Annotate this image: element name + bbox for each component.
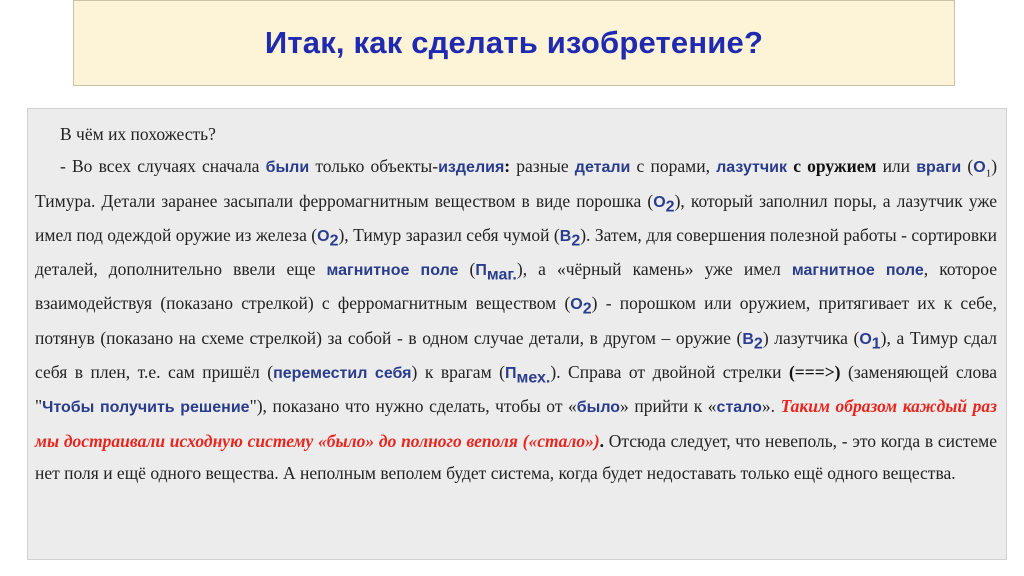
- text-run: ): [991, 156, 998, 177]
- symbol-subscript: маг.: [486, 266, 517, 284]
- text-run: ): [762, 327, 769, 348]
- symbol-subscript: мех.: [516, 369, 551, 387]
- term-bylo: было: [576, 399, 621, 417]
- text-panel: [27, 108, 1007, 560]
- symbol-o: О: [653, 193, 666, 211]
- text-run: Тимура. Детали заранее засыпали ферромагнитным веществом в виде порошка (: [35, 190, 654, 211]
- text-run: Отсюда следует, что невеполь, - это когда в системе нет поля и ещё одного вещества. А неполным веполем будет система, когда будет недоставать только ещё одного вещества.: [35, 430, 997, 483]
- colon-mark: :: [504, 156, 511, 177]
- symbol-o: О: [973, 159, 986, 177]
- text-run: ): [580, 224, 587, 245]
- text-run: . Затем, для совершения полезной работы - сортировки деталей, дополнительно ввели еще: [35, 224, 998, 280]
- symbol-subscript: 2: [665, 198, 675, 216]
- text-run: лазутчика (: [768, 327, 860, 348]
- text-run: или: [876, 156, 917, 177]
- text-run: (заменяющей слова ": [35, 362, 998, 417]
- text-run: » прийти к «: [620, 396, 717, 417]
- text-run: с порами,: [630, 156, 717, 177]
- term-vragi: враги: [916, 159, 962, 177]
- symbol-subscript: 2: [329, 232, 339, 250]
- text-run: "), показано что нужно сделать, чтобы от «: [249, 396, 577, 417]
- symbol-subscript: 2: [753, 335, 763, 353]
- text-run: разные: [510, 156, 575, 177]
- term-detali: детали: [574, 159, 631, 177]
- text-run: ): [516, 259, 523, 280]
- term-izdeliya: изделия: [438, 159, 505, 177]
- term-byli: были: [265, 159, 310, 177]
- text-run: только объекты-: [309, 156, 439, 177]
- symbol-v: В: [742, 330, 754, 348]
- text-run: ».: [761, 396, 781, 417]
- explanation-paragraph: [35, 150, 997, 489]
- text-run: (: [458, 259, 476, 280]
- text-run: (: [961, 156, 974, 177]
- symbol-subscript: 2: [571, 232, 581, 250]
- text-run: , Тимур заразил себя чумой (: [344, 224, 560, 245]
- term-peremestil-sebya: переместил себя: [273, 365, 412, 383]
- symbol-p: П: [504, 365, 517, 383]
- term-magnitnoe-pole: магнитное поле: [791, 262, 924, 280]
- symbol-p: П: [475, 262, 487, 280]
- term-s-oruzhiem: с оружием: [793, 156, 877, 177]
- slide-title: Итак, как сделать изобретение?: [264, 25, 764, 60]
- symbol-subscript: 1: [985, 167, 992, 180]
- text-run: . Справа от двойной стрелки: [556, 362, 789, 383]
- symbol-o: О: [317, 227, 330, 245]
- term-lazutchik: лазутчик: [716, 159, 788, 177]
- text-run: - Во всех случаях сначала: [60, 156, 266, 177]
- text-run: , который заполнил поры, а лазутчик уже имел под одеждой оружие из железа (: [35, 190, 997, 245]
- title-banner: [73, 0, 955, 86]
- text-run: ): [550, 362, 557, 383]
- symbol-o: О: [859, 330, 872, 348]
- text-run: , которое взаимодействуя (показано стрелкой) с ферромагнитным веществом (: [35, 259, 998, 314]
- conclusion-highlight: Таким образом каждый раз мы достраивали исходную систему «было» до полного веполя («стало»): [35, 396, 997, 451]
- term-chtoby-poluchit-reshenie: Чтобы получить решение: [42, 399, 250, 417]
- text-run: - порошком или оружием, притягивает их к себе, потянув (показано на схеме стрелкой) за собой - в одном случае детали, в другом – оружие (: [35, 293, 997, 348]
- symbol-o: О: [570, 296, 583, 314]
- symbol-subscript: 1: [871, 335, 881, 353]
- period-mark: .: [599, 430, 605, 451]
- text-run: , а Тимур сдал себя в плен, т.е. сам пришёл (: [35, 327, 997, 383]
- term-magnitnoe-pole: магнитное поле: [326, 262, 459, 280]
- text-run: ) к врагам (: [411, 362, 505, 383]
- symbol-v: В: [559, 227, 572, 245]
- symbol-subscript: 2: [582, 300, 592, 318]
- double-arrow-notation: (===>): [788, 362, 841, 383]
- term-stalo: стало: [716, 399, 762, 417]
- text-run: ): [880, 327, 887, 348]
- text-run: ): [674, 190, 681, 211]
- text-run: ): [338, 224, 345, 245]
- question-line: В чём их похожесть?: [60, 124, 216, 144]
- text-run: ): [591, 293, 598, 314]
- text-run: , а «чёрный камень» уже имел: [522, 259, 792, 280]
